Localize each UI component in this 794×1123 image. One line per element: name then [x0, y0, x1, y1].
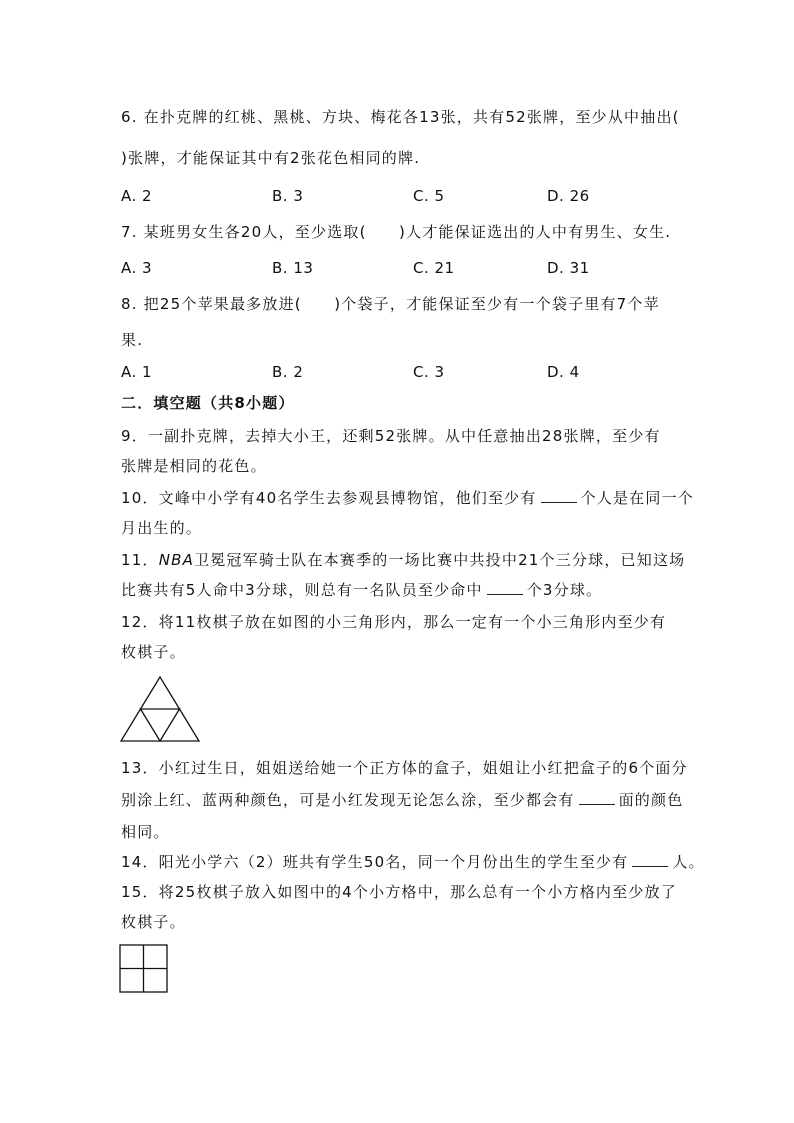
q14-text-b: 人。: [672, 853, 705, 871]
grid-figure: [119, 944, 171, 996]
q7-option-a: A. 3: [121, 259, 153, 277]
q11-line1: [121, 550, 685, 570]
q7-line1: 7. 某班男女生各20人，至少选取( )人才能保证选出的人中有男生、女生.: [121, 223, 672, 241]
q8-option-b: B. 2: [272, 363, 304, 381]
q6-option-b: B. 3: [272, 187, 304, 205]
q11-text: 卫冕冠军骑士队在本赛季的一场比赛中共投中21个三分球，已知这场: [194, 551, 686, 569]
q11-text-a: 比赛共有5人命中3分球，则总有一名队员至少命中: [121, 581, 483, 599]
q6-line1: 6. 在扑克牌的红桃、黑桃、方块、梅花各13张，共有52张牌，至少从中抽出(: [121, 108, 680, 126]
q12-line2: 枚棋子。: [121, 643, 186, 661]
q6-line2: )张牌，才能保证其中有2张花色相同的牌.: [121, 149, 421, 167]
q7-option-d: D. 31: [547, 259, 590, 277]
q7-option-c: C. 21: [413, 259, 455, 277]
q11-text-b: 个3分球。: [526, 581, 603, 599]
q13-line1: 13．小红过生日，姐姐送给她一个正方体的盒子，姐姐让小红把盒子的6个面分: [121, 759, 688, 777]
q10-text-a: 10．文峰中小学有40名学生去参观县博物馆，他们至少有: [121, 489, 537, 507]
triangle-figure: [118, 674, 202, 744]
q11-nba: NBA: [158, 551, 195, 569]
q15-line2: 枚棋子。: [121, 913, 186, 931]
q6-option-a: A. 2: [121, 187, 153, 205]
q9-line2: 张牌是相同的花色。: [121, 457, 267, 475]
q10-line2: 月出生的。: [121, 519, 203, 537]
q11-answer-blank[interactable]: [487, 582, 523, 595]
q9-line1: 9．一副扑克牌，去掉大小王，还剩52张牌。从中任意抽出28张牌，至少有: [121, 427, 661, 445]
section-heading-fill-in: 二．填空题（共8小题）: [121, 394, 295, 412]
q14-text-a: 14．阳光小学六（2）班共有学生50名，同一个月份出生的学生至少有: [121, 853, 629, 871]
q10-text-b: 个人是在同一个: [580, 489, 694, 507]
q14-line1: [121, 852, 705, 872]
q8-option-a: A. 1: [121, 363, 153, 381]
q13-answer-blank[interactable]: [579, 792, 615, 805]
q11-line2: [121, 580, 602, 600]
q10-line1: [121, 488, 694, 508]
q14-answer-blank[interactable]: [632, 854, 668, 867]
q8-option-d: D. 4: [547, 363, 580, 381]
q10-answer-blank[interactable]: [541, 490, 577, 503]
q6-option-d: D. 26: [547, 187, 590, 205]
q15-line1: 15．将25枚棋子放入如图中的4个小方格中，那么总有一个小方格内至少放了: [121, 883, 677, 901]
q13-text-b: 面的颜色: [618, 791, 684, 809]
q6-option-c: C. 5: [413, 187, 445, 205]
q7-option-b: B. 13: [272, 259, 314, 277]
q8-line2: 果.: [121, 331, 144, 349]
q13-line3: 相同。: [121, 823, 170, 841]
q8-line1: 8. 把25个苹果最多放进( )个袋子，才能保证至少有一个袋子里有7个苹: [121, 295, 660, 313]
q13-text-a: 别涂上红、蓝两种颜色，可是小红发现无论怎么涂，至少都会有: [121, 791, 575, 809]
q13-line2: [121, 790, 683, 810]
q12-line1: 12．将11枚棋子放在如图的小三角形内，那么一定有一个小三角形内至少有: [121, 613, 667, 631]
q11-number: 11．: [121, 551, 159, 569]
q8-option-c: C. 3: [413, 363, 445, 381]
